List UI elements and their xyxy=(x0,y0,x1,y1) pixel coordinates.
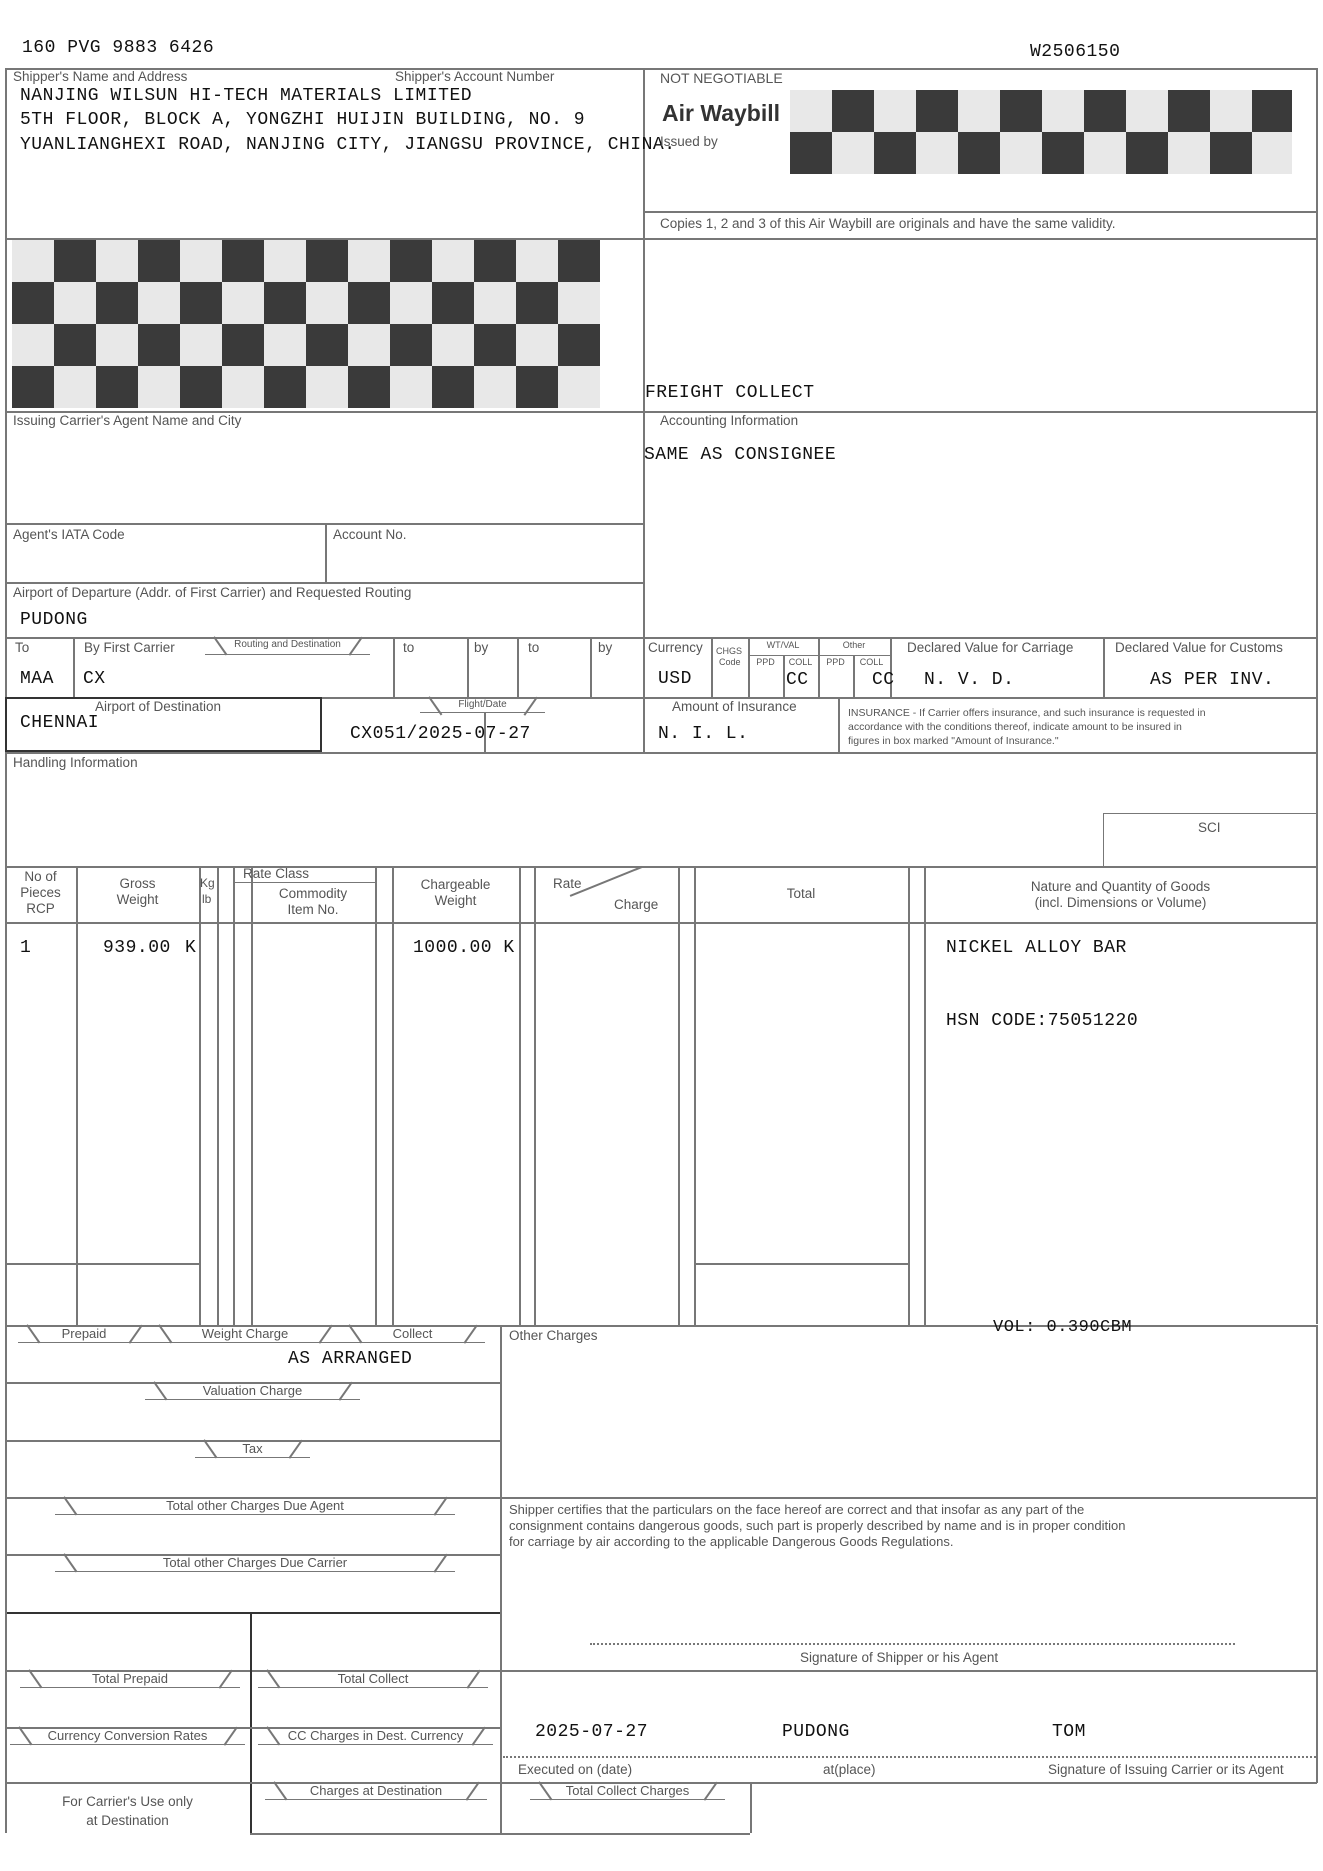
cert-line-2: consignment contains dangerous goods, such part is properly described by name and is in proper condition xyxy=(509,1518,1126,1533)
insurance-note-2: accordance with the conditions thereof, indicate amount to be insured in xyxy=(848,721,1182,733)
ppd-label: PPD xyxy=(756,657,775,667)
kg-header: Kg xyxy=(200,876,215,890)
insurance-value: N. I. L. xyxy=(658,724,749,744)
agent-name-label: Issuing Carrier's Agent Name and City xyxy=(13,413,242,428)
departure-value: PUDONG xyxy=(20,610,88,630)
shipper-name: NANJING WILSUN HI-TECH MATERIALS LIMITED xyxy=(20,86,473,106)
not-negotiable: NOT NEGOTIABLE xyxy=(660,70,783,86)
other-value: CC xyxy=(872,670,895,690)
declared-carriage-label: Declared Value for Carriage xyxy=(907,640,1074,655)
destination-value: CHENNAI xyxy=(20,713,100,733)
executed-place: PUDONG xyxy=(782,1722,850,1742)
cert-line-1: Shipper certifies that the particulars on the face hereof are correct and that insofar as any part of the xyxy=(509,1502,1085,1517)
redacted-consignee-block xyxy=(12,240,600,408)
due-agent-tab: Total other Charges Due Agent xyxy=(55,1497,455,1515)
declared-customs-value: AS PER INV. xyxy=(1150,670,1275,690)
shipper-address-1: 5TH FLOOR, BLOCK A, YONGZHI HUIJIN BUILDING, NO. 9 xyxy=(20,110,586,130)
to-label: To xyxy=(15,640,30,655)
cert-line-3: for carriage by air according to the applicable Dangerous Goods Regulations. xyxy=(509,1534,954,1549)
gross-weight-value: 939.00 xyxy=(103,938,171,958)
weight-charge-value: AS ARRANGED xyxy=(288,1349,413,1369)
executed-place-label: at(place) xyxy=(823,1762,876,1777)
hsn-code: HSN CODE:75051220 xyxy=(946,1011,1139,1031)
nature-header-2: (incl. Dimensions or Volume) xyxy=(1034,895,1207,910)
air-waybill-title: Air Waybill xyxy=(662,100,780,126)
carrier-use-2: at Destination xyxy=(86,1813,169,1828)
departure-label: Airport of Departure (Addr. of First Carrier) and Requested Routing xyxy=(13,585,412,600)
goods-description: NICKEL ALLOY BAR xyxy=(946,938,1127,958)
chgs-label: CHGS xyxy=(716,646,743,656)
total-collect-tab: Total Collect xyxy=(258,1670,488,1688)
chargeable-header-2: Weight xyxy=(434,893,477,908)
handling-label: Handling Information xyxy=(13,755,138,770)
executed-date-label: Executed on (date) xyxy=(518,1762,633,1777)
commodity-header-2: Item No. xyxy=(287,902,339,917)
other-charges-label: Other Charges xyxy=(509,1328,598,1343)
chargeable-header xyxy=(392,877,519,909)
gross-header xyxy=(76,876,199,908)
nature-header-1: Nature and Quantity of Goods xyxy=(1030,879,1211,894)
commodity-header xyxy=(251,886,375,918)
valuation-tab: Valuation Charge xyxy=(145,1382,360,1400)
by-3-label: by xyxy=(598,640,613,655)
wtval-label: WT/VAL xyxy=(766,640,800,650)
gross-header-1: Gross xyxy=(119,876,156,891)
wtval-value: CC xyxy=(786,670,809,690)
chargeable-weight-value: 1000.00 K xyxy=(413,938,515,958)
carrier-use-1: For Carrier's Use only xyxy=(62,1794,193,1809)
ppd-2-label: PPD xyxy=(826,657,845,667)
currency-value: USD xyxy=(658,669,692,689)
cc-dest-tab: CC Charges in Dest. Currency xyxy=(258,1727,493,1745)
shipper-account-label: Shipper's Account Number xyxy=(395,69,555,84)
chargeable-header-1: Chargeable xyxy=(420,877,491,892)
pieces-header-2: Pieces xyxy=(20,885,61,900)
lb-header: lb xyxy=(202,892,212,906)
sci-label: SCI xyxy=(1198,820,1221,835)
total-header: Total xyxy=(786,886,816,901)
weight-charge-tab: Weight Charge xyxy=(150,1325,340,1343)
commodity-header-1: Commodity xyxy=(278,886,348,901)
to-value: MAA xyxy=(20,669,54,689)
total-prepaid-tab: Total Prepaid xyxy=(20,1670,240,1688)
to-3-label: to xyxy=(528,640,540,655)
by-first-carrier-label: By First Carrier xyxy=(84,640,175,655)
insurance-label: Amount of Insurance xyxy=(672,699,797,714)
flight-date-tab: Flight/Date xyxy=(420,697,545,713)
redacted-carrier-block xyxy=(790,90,1292,174)
issued-by-label: Issued by xyxy=(660,134,718,149)
code-label: Code xyxy=(719,657,741,667)
declared-customs-label: Declared Value for Customs xyxy=(1115,640,1283,655)
declared-carriage-value: N. V. D. xyxy=(924,670,1015,690)
pieces-header-1: No of xyxy=(24,869,57,884)
carrier-use-label xyxy=(5,1792,250,1830)
accounting-label: Accounting Information xyxy=(660,413,799,428)
executed-signer-label: Signature of Issuing Carrier or its Agent xyxy=(1048,1762,1284,1777)
execution-line xyxy=(503,1756,1316,1758)
pieces-value: 1 xyxy=(20,938,32,958)
charges-at-dest-tab: Charges at Destination xyxy=(265,1782,487,1800)
routing-destination-tab: Routing and Destination xyxy=(205,637,370,655)
destination-label: Airport of Destination xyxy=(95,699,222,714)
by-2-label: by xyxy=(474,640,489,655)
volume-value: VOL: 0.390CBM xyxy=(993,1318,1133,1337)
copies-note: Copies 1, 2 and 3 of this Air Waybill are originals and have the same validity. xyxy=(660,216,1116,231)
shipper-signature-label: Signature of Shipper or his Agent xyxy=(800,1650,999,1665)
flight-date-value: CX051/2025-07-27 xyxy=(350,724,531,744)
other-label: Other xyxy=(842,640,866,650)
executed-signer: TOM xyxy=(1052,1722,1086,1742)
due-carrier-tab: Total other Charges Due Carrier xyxy=(55,1554,455,1572)
coll-2-label: COLL xyxy=(859,657,884,667)
pieces-header-3: RCP xyxy=(26,901,55,916)
account-no-label: Account No. xyxy=(333,527,407,542)
executed-date: 2025-07-27 xyxy=(535,1722,649,1742)
weight-unit-value: K xyxy=(185,938,197,958)
shipper-signature-line xyxy=(590,1643,1235,1645)
pieces-header xyxy=(5,869,76,917)
currency-label: Currency xyxy=(648,640,703,655)
rate-class-header: Rate Class xyxy=(243,866,310,881)
awb-number: 160 PVG 9883 6426 xyxy=(22,38,215,58)
tax-tab: Tax xyxy=(195,1440,310,1458)
rate-header: Rate xyxy=(553,876,582,891)
shipper-label: Shipper's Name and Address xyxy=(13,69,188,84)
gross-header-2: Weight xyxy=(116,892,159,907)
conversion-tab: Currency Conversion Rates xyxy=(10,1727,245,1745)
insurance-note-3: figures in box marked "Amount of Insurance." xyxy=(848,735,1059,747)
carrier-value: CX xyxy=(83,669,106,689)
reference-number: W2506150 xyxy=(1030,42,1121,62)
agent-iata-label: Agent's IATA Code xyxy=(13,527,125,542)
accounting-value: SAME AS CONSIGNEE xyxy=(644,445,837,465)
collect-tab: Collect xyxy=(340,1325,485,1343)
freight-collect: FREIGHT COLLECT xyxy=(645,383,815,403)
insurance-note-1: INSURANCE - If Carrier offers insurance, and such insurance is requested in xyxy=(848,707,1206,719)
to-2-label: to xyxy=(403,640,415,655)
prepaid-tab: Prepaid xyxy=(18,1325,150,1343)
coll-label: COLL xyxy=(788,657,813,667)
charge-header: Charge xyxy=(614,897,659,912)
nature-header xyxy=(924,879,1317,911)
shipper-address-2: YUANLIANGHEXI ROAD, NANJING CITY, JIANGSU PROVINCE, CHINA. xyxy=(20,135,676,155)
total-collect-charges-tab: Total Collect Charges xyxy=(530,1782,725,1800)
